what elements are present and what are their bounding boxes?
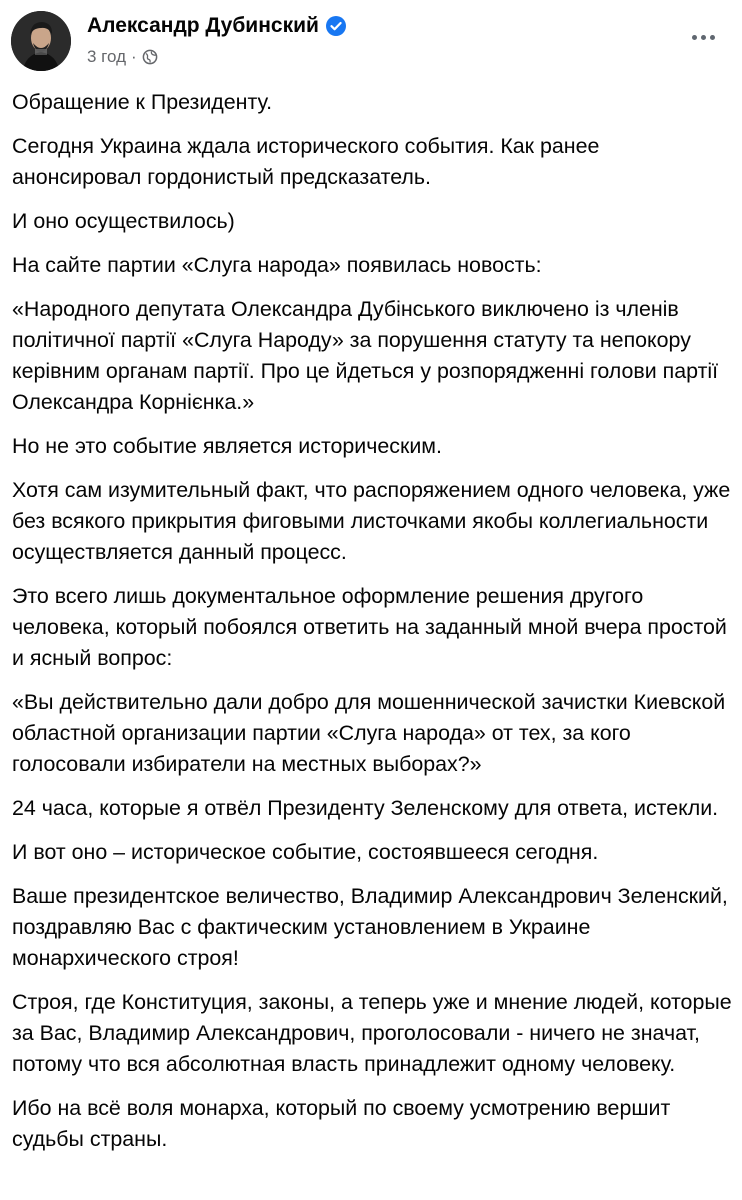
post-paragraph: Ибо на всё воля монарха, который по своему усмотрению вершит судьбы страны.: [12, 1096, 671, 1151]
post-paragraph: Обращение к Президенту.: [12, 90, 273, 114]
meta-separator: ·: [131, 47, 137, 66]
post-paragraph: Но не это событие является историческим.: [12, 434, 442, 458]
post-timestamp[interactable]: 3 год: [87, 47, 127, 66]
post-paragraph: 24 часа, которые я отвёл Президенту Зеленскому для ответа, истекли.: [12, 796, 719, 820]
post-paragraph: Это всего лишь документальное оформление решения другого человека, который побоялся ответить на заданный мной вчера простой и ясный вопрос:: [12, 584, 727, 670]
post-paragraph: «Вы действительно дали добро для мошеннической зачистки Киевской областной организации партии «Слуга народа» от тех, за кого голосовали избиратели на местных выборах?»: [12, 690, 726, 776]
post-paragraph: Сегодня Украина ждала исторического события. Как ранее анонсировал гордонистый предсказатель.: [12, 134, 600, 189]
globe-icon[interactable]: [142, 49, 158, 65]
author-name-row: [87, 14, 346, 38]
post-header: [11, 11, 731, 75]
post-body: [12, 87, 734, 1168]
more-horizontal-icon-dot: [710, 35, 715, 40]
post-paragraph: Хотя сам изумительный факт, что распоряжением одного человека, уже без всякого прикрытия фиговыми листочками якобы коллегиальности осуществляется данный процесс.: [12, 478, 731, 564]
post-paragraph: Ваше президентское величество, Владимир Александрович Зеленский, поздравляю Вас с фактическим установлением в Украине монархического строя!: [12, 884, 728, 970]
post-meta: [87, 47, 158, 67]
author-name[interactable]: Александр Дубинский: [87, 14, 319, 37]
post-paragraph: «Народного депутата Олександра Дубінського виключено із членів політичної партії «Слуга Народу» за порушення статуту та непокору керівним органам партії. Про це йдеться у розпорядженні голови партії Олександра Корнієнка.»: [12, 297, 719, 414]
post-paragraph: И оно осуществилось): [12, 209, 235, 233]
more-options-button[interactable]: [683, 27, 723, 47]
avatar-image: [11, 11, 71, 71]
more-horizontal-icon: [692, 35, 697, 40]
post-paragraph: На сайте партии «Слуга народа» появилась новость:: [12, 253, 542, 277]
more-horizontal-icon-dot: [701, 35, 706, 40]
verified-badge-icon: [326, 16, 346, 36]
post-paragraph: Строя, где Конституция, законы, а теперь уже и мнение людей, которые за Вас, Владимир Александрович, проголосовали - ничего не значат, потому что вся абсолютная власть принадлежит одному человеку.: [12, 990, 732, 1076]
avatar[interactable]: [11, 11, 71, 71]
post-paragraph: И вот оно – историческое событие, состоявшееся сегодня.: [12, 840, 599, 864]
